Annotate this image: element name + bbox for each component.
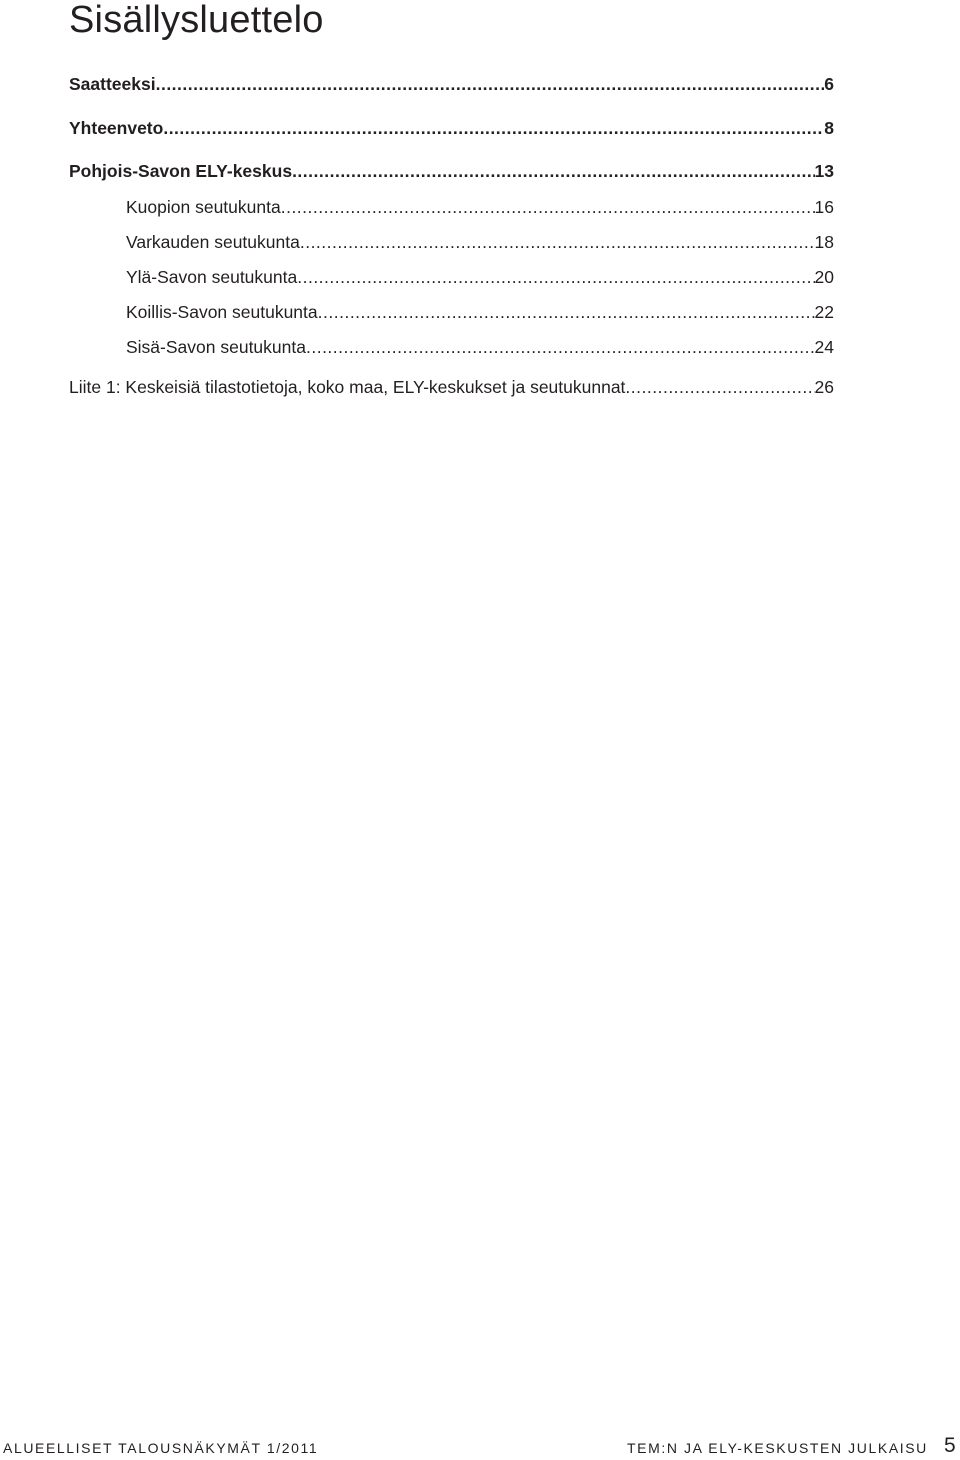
toc-entry-page: 22 [814,302,834,322]
page-title: Sisällysluettelo [69,0,324,41]
toc-entry-page: 6 [824,74,834,94]
footer-publisher: TEM:N JA ELY-KESKUSTEN JULKAISU [627,1440,928,1456]
toc-entry-label: Kuopion seutukunta [126,197,281,217]
toc-entry-label: Saatteeksi [69,74,156,94]
toc-entry-page: 16 [814,197,834,217]
toc-entry-page: 26 [814,377,834,397]
toc-leader-dots [156,73,825,95]
toc-entry-label: Varkauden seutukunta [126,232,300,252]
toc-entry-label: Pohjois-Savon ELY-keskus [69,161,293,181]
toc-entry-pohjois-savon-ely-keskus[interactable] [69,160,834,182]
toc-entry-yhteenveto[interactable] [69,117,834,139]
toc-leader-dots [281,196,815,218]
toc-entry-page: 8 [824,118,834,138]
footer-publication-title: ALUEELLISET TALOUSNÄKYMÄT 1/2011 [3,1440,319,1456]
toc-entry-yla-savon-seutukunta[interactable] [126,266,834,288]
toc-entry-label: Liite 1: Keskeisiä tilastotietoja, koko maa, ELY-keskukset ja seutukunnat [69,377,626,397]
toc-entry-saatteeksi[interactable] [69,73,834,95]
toc-entry-page: 18 [814,232,834,252]
toc-entry-label: Sisä-Savon seutukunta [126,337,306,357]
toc-entry-page: 24 [814,337,834,357]
toc-leader-dots [306,336,815,358]
toc-entry-page: 20 [814,267,834,287]
toc-entry-koillis-savon-seutukunta[interactable] [126,301,834,323]
toc-entry-varkauden-seutukunta[interactable] [126,231,834,253]
toc-entry-liite-1[interactable] [69,376,834,398]
toc-entry-label: Koillis-Savon seutukunta [126,302,318,322]
toc-leader-dots [297,266,814,288]
toc-leader-dots [292,160,814,182]
toc-entry-page: 13 [814,161,834,181]
toc-leader-dots [318,301,815,323]
toc-leader-dots [625,376,814,398]
toc-entry-sisa-savon-seutukunta[interactable] [126,336,834,358]
toc-entry-label: Yhteenveto [69,118,164,138]
toc-leader-dots [163,117,824,139]
toc-entry-kuopion-seutukunta[interactable] [126,196,834,218]
toc-entry-label: Ylä-Savon seutukunta [126,267,298,287]
footer-page-number: 5 [944,1434,956,1457]
toc-leader-dots [300,231,815,253]
